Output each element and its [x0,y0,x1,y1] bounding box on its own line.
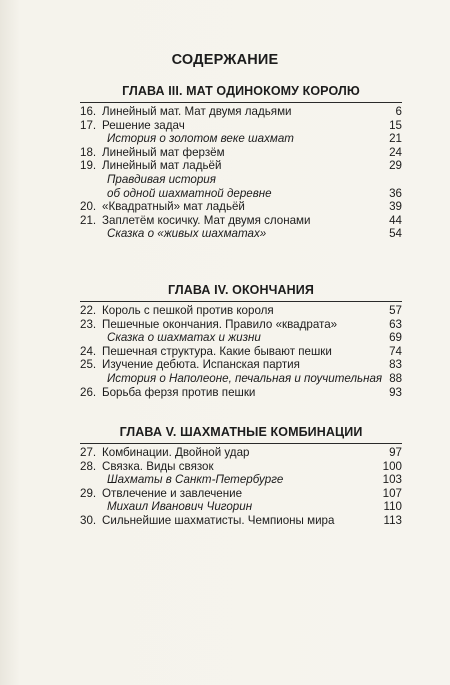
entry-number: 22. [80,304,97,317]
entry-number: 29. [80,486,97,500]
entry-title: Связка. Виды связок [102,459,214,473]
toc-entry [80,105,402,119]
entry-page: 29 [389,159,402,173]
entry-number: 25. [80,358,97,372]
chapter-title: ГЛАВА III. МАТ ОДИНОКОМУ КОРОЛЮ [122,84,360,98]
entry-page: 57 [389,304,402,317]
toc-entry [80,159,402,173]
entry-title: Король с пешкой против короля [102,304,274,317]
toc-entry [80,345,402,359]
toc-entry-story [80,372,402,386]
entry-number: 17. [80,118,97,132]
entry-page: 36 [389,186,402,200]
entry-page: 63 [389,317,402,331]
entry-page: 54 [389,227,402,241]
entry-page: 107 [382,486,402,500]
entry-number: 30. [80,513,97,527]
toc-entry [80,514,402,528]
entry-page: 100 [382,459,402,473]
toc-entry [80,200,402,214]
entry-number: 27. [80,446,97,459]
chapter-divider [80,301,402,302]
toc-entry-story [80,331,402,345]
entry-page: 44 [389,213,402,227]
entry-title: Сказка о шахматах и жизни [107,331,261,345]
toc-entry [80,487,402,501]
entry-title: Линейный мат ладьёй [102,159,222,173]
entry-page: 24 [389,145,402,159]
chapter-section [80,283,402,399]
entry-title: Михаил Иванович Чигорин [107,500,253,514]
entry-title: Сказка о «живых шахматах» [107,227,267,241]
entry-number: 20. [80,200,97,214]
entry-page: 110 [383,500,402,514]
toc-entry-story [80,500,402,514]
entry-title: Правдивая история [107,172,216,186]
toc-entry [80,304,402,318]
entry-page: 83 [389,358,402,372]
entry-title: Пешечные окончания. Правило «квадрата» [102,317,338,331]
entry-title: Линейный мат ферзём [102,145,225,159]
chapter-title: ГЛАВА V. ШАХМАТНЫЕ КОМБИНАЦИИ [119,425,363,439]
chapter-section [80,425,402,528]
entry-number: 21. [80,213,97,227]
entry-title: Линейный мат. Мат двумя ладьями [102,105,292,118]
page-title: СОДЕРЖАНИЕ [171,52,279,68]
toc-entry-story [80,132,402,146]
entry-page: 39 [389,200,402,214]
entry-page: 88 [389,371,403,385]
entry-page: 15 [389,118,402,132]
entry-title: «Квадратный» мат ладьёй [102,200,245,214]
toc-entry [80,214,402,228]
entry-number: 24. [80,344,97,358]
entry-number: 28. [80,459,97,473]
entry-page: 69 [389,331,402,345]
entry-page: 103 [382,473,402,487]
entry-title: Отвлечение и завлечение [102,486,243,500]
entry-page: 74 [389,344,402,358]
toc-entry [80,358,402,372]
entry-title: Комбинации. Двойной удар [102,446,250,459]
entry-number: 26. [80,385,97,399]
toc-entry [80,318,402,332]
entry-number: 16. [80,105,97,118]
entry-title: Изучение дебюта. Испанская партия [102,358,300,372]
entry-title: Заплетём косичку. Мат двумя слонами [102,213,311,227]
toc-entry [80,146,402,160]
toc-entry-story [80,473,402,487]
chapter-title: ГЛАВА IV. ОКОНЧАНИЯ [168,283,314,297]
entry-number: 19. [80,159,97,173]
toc-entry [80,446,402,460]
toc-entry [80,119,402,133]
entry-title: История о Наполеоне, печальная и поучительная [107,371,383,385]
toc-entry [80,460,402,474]
chapter-divider [80,443,402,444]
chapter-divider [80,102,402,103]
entry-number: 18. [80,145,97,159]
entry-page: 6 [395,105,402,118]
toc-entry [80,386,402,400]
toc-entry-story [80,173,402,200]
entry-title: История о золотом веке шахмат [107,132,294,146]
entry-title: Шахматы в Санкт-Петербурге [107,473,284,487]
entry-title: Решение задач [102,118,185,132]
entry-page: 93 [389,385,402,399]
entry-number: 23. [80,317,97,331]
entry-page: 97 [389,446,402,459]
entry-title: Пешечная структура. Какие бывают пешки [102,344,332,358]
entry-title: Борьба ферзя против пешки [102,385,256,399]
entry-title-line-2: об одной шахматной деревне [107,186,272,200]
toc-entry-story [80,227,402,241]
chapter-section [80,84,402,241]
entry-title: Сильнейшие шахматисты. Чемпионы мира [102,513,335,527]
entry-page: 21 [389,132,402,146]
entry-page: 113 [383,513,402,527]
